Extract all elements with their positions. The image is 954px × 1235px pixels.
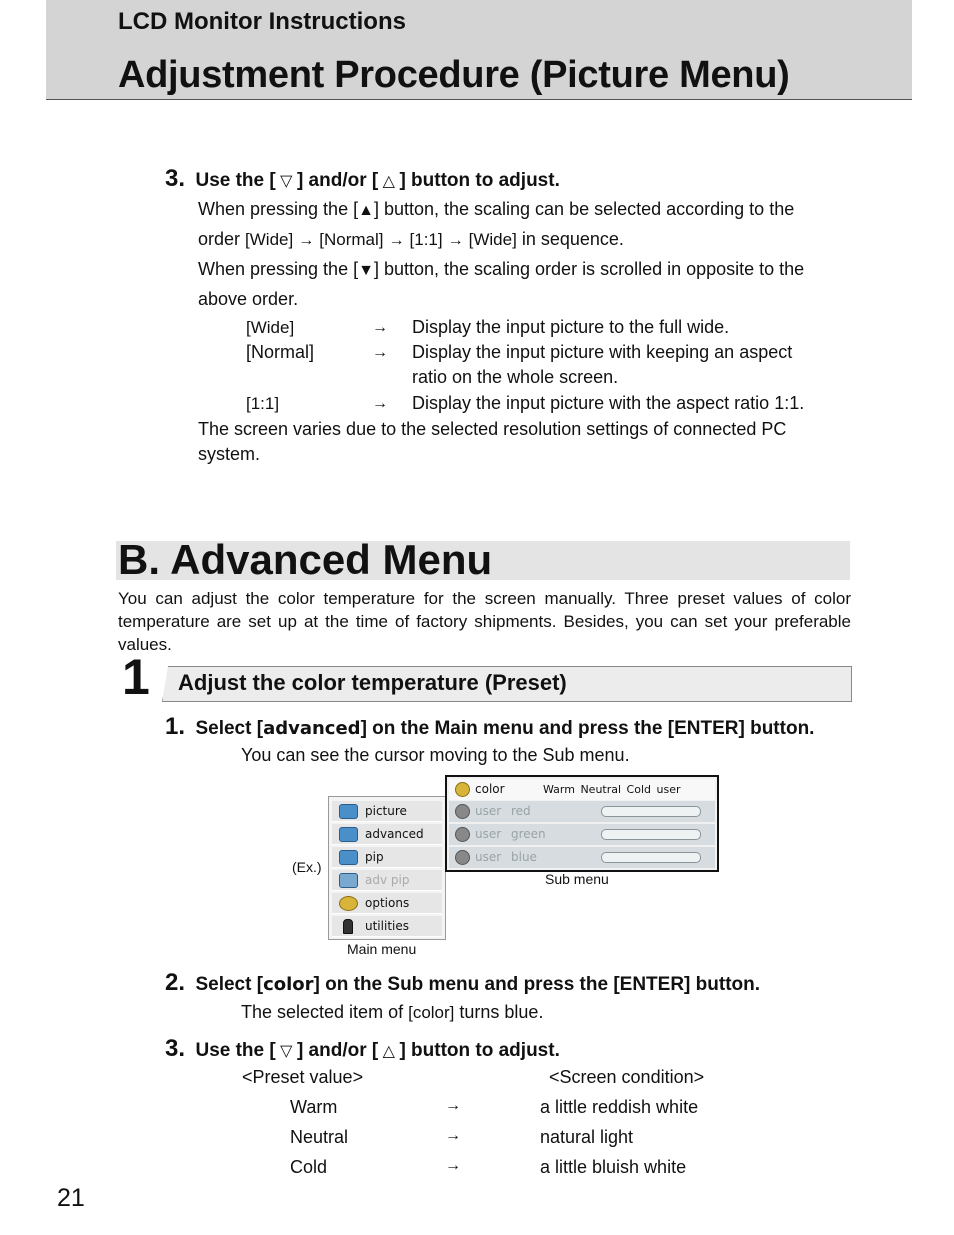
- step3a-paragraph1: [198, 195, 878, 314]
- step-number: 3.: [165, 1035, 186, 1062]
- down-button-icon: ▽: [280, 173, 293, 190]
- step2-desc: [241, 1002, 543, 1023]
- step-heading-post: ] button to adjust.: [399, 170, 560, 191]
- up-button-icon: △: [382, 173, 395, 190]
- slider-bar[interactable]: [601, 852, 701, 863]
- arrow-right-icon: →: [372, 395, 388, 412]
- up-button-icon: ▲: [358, 202, 374, 219]
- menu-label: color: [475, 782, 505, 796]
- step-heading-pre: Use the [: [195, 170, 276, 191]
- option-wide: [Wide]: [468, 230, 517, 249]
- option-normal: [Normal]: [319, 230, 384, 249]
- step-number: 1.: [165, 713, 186, 740]
- option-desc: Display the input picture to the full wide.: [412, 317, 730, 337]
- sub-menu-caption: Sub menu: [545, 871, 609, 887]
- arrow-right-icon: →: [372, 319, 388, 336]
- sub-menu-item-user-blue[interactable]: [449, 847, 715, 868]
- step-heading-mid: ] and/or [: [296, 1040, 379, 1061]
- option-wide: [Wide]: [245, 230, 294, 249]
- main-menu-item-pip[interactable]: [332, 847, 442, 868]
- color-icon: [455, 850, 470, 865]
- step-heading-post: ] on the Main menu and press the [ENTER] button.: [360, 718, 815, 739]
- menu-label: red: [511, 804, 531, 818]
- arrow-right-icon: →: [388, 232, 405, 249]
- menu-key: color: [263, 974, 314, 995]
- text: The selected item of: [241, 1002, 409, 1022]
- arrow-right-icon: →: [445, 1157, 461, 1174]
- down-button-icon: ▼: [358, 262, 374, 279]
- color-icon: [455, 804, 470, 819]
- table-row: [242, 1127, 842, 1157]
- text: ] button, the scaling can be selected according to the: [373, 199, 795, 219]
- adv-pip-icon: [339, 873, 358, 888]
- section-intro: You can adjust the color temperature for the screen manually. Three preset values of color temperature are set up at the time of factory shipments. Besides, you can set your preferable values.: [118, 589, 851, 654]
- step3a-heading: [165, 165, 560, 193]
- text: system.: [198, 444, 261, 464]
- menu-label: user: [475, 827, 502, 841]
- main-menu: [328, 796, 446, 940]
- menu-key: advanced: [263, 718, 361, 739]
- up-button-icon: △: [382, 1043, 395, 1060]
- main-menu-item-adv-pip[interactable]: [332, 870, 442, 891]
- step1-desc: You can see the cursor moving to the Sub menu.: [241, 745, 630, 765]
- step-heading-pre: Use the [: [195, 1040, 276, 1061]
- subsection-title: Adjust the color temperature (Preset): [178, 670, 567, 695]
- arrow-right-icon: →: [372, 344, 388, 361]
- sub-menu: [445, 775, 719, 872]
- screen-condition: natural light: [540, 1127, 634, 1147]
- step3a-note: [198, 417, 786, 467]
- preset-value: Warm: [290, 1097, 338, 1117]
- options-icon: [339, 896, 358, 911]
- utilities-icon: [343, 919, 353, 934]
- step1-heading: [165, 713, 814, 741]
- main-menu-item-advanced[interactable]: [332, 824, 442, 845]
- page-title: Adjustment Procedure (Picture Menu): [118, 54, 790, 96]
- option-key: [Normal]: [246, 342, 315, 362]
- option-desc: Display the input picture with keeping an aspect: [412, 342, 793, 362]
- step-number: 2.: [165, 969, 186, 996]
- step-heading-pre: Select [: [195, 974, 264, 995]
- column-header: <Preset value>: [242, 1067, 364, 1087]
- color-icon: [455, 782, 470, 797]
- advanced-icon: [339, 827, 358, 842]
- sub-menu-item-user-red[interactable]: [449, 801, 715, 822]
- text: above order.: [198, 289, 299, 309]
- preset-table-header: [242, 1067, 842, 1097]
- header-subtitle: LCD Monitor Instructions: [118, 8, 406, 35]
- menu-label: green: [511, 827, 546, 841]
- arrow-right-icon: →: [445, 1097, 461, 1114]
- menu-label: options: [365, 896, 410, 910]
- column-header: <Screen condition>: [549, 1067, 705, 1087]
- step-heading-pre: Select [: [195, 718, 264, 739]
- arrow-right-icon: →: [447, 232, 464, 249]
- step2-heading: [165, 969, 760, 997]
- page-number: 21: [57, 1184, 85, 1212]
- sub-menu-item-user-green[interactable]: [449, 824, 715, 845]
- preset-table: [242, 1067, 842, 1187]
- text: When pressing the [: [198, 259, 359, 279]
- arrow-right-icon: →: [445, 1127, 461, 1144]
- step-heading-post: ] on the Sub menu and press the [ENTER] button.: [313, 974, 761, 995]
- preset-value: Cold: [290, 1157, 328, 1177]
- slider-bar[interactable]: [601, 806, 701, 817]
- step-heading-post: ] button to adjust.: [399, 1040, 560, 1061]
- option-key: [Wide]: [246, 318, 295, 337]
- picture-icon: [339, 804, 358, 819]
- screen-condition: a little reddish white: [540, 1097, 699, 1117]
- main-menu-item-options[interactable]: [332, 893, 442, 914]
- option-key: [1:1]: [246, 394, 280, 413]
- option-desc: Display the input picture with the aspect ratio 1:1.: [412, 393, 805, 413]
- down-button-icon: ▽: [280, 1043, 293, 1060]
- main-menu-caption: Main menu: [347, 941, 417, 957]
- text: When pressing the [: [198, 199, 359, 219]
- example-label: (Ex.): [292, 859, 322, 875]
- main-menu-item-utilities[interactable]: [332, 916, 442, 937]
- color-icon: [455, 827, 470, 842]
- menu-label: user: [475, 850, 502, 864]
- option-1-1: [1:1]: [409, 230, 443, 249]
- menu-label: blue: [511, 850, 537, 864]
- main-menu-item-picture[interactable]: [332, 801, 442, 822]
- color-options: Warm Neutral Cold user: [543, 783, 681, 796]
- pip-icon: [339, 850, 358, 865]
- menu-label: picture: [365, 804, 407, 818]
- table-row: [242, 1097, 842, 1127]
- menu-label: utilities: [365, 919, 409, 933]
- menu-key: [color]: [408, 1003, 455, 1022]
- text: in sequence.: [516, 229, 624, 249]
- step-heading-mid: ] and/or [: [296, 170, 379, 191]
- slider-bar[interactable]: [601, 829, 701, 840]
- menu-label: advanced: [365, 827, 424, 841]
- arrow-right-icon: →: [298, 232, 315, 249]
- subsection-number: 1: [122, 649, 150, 705]
- text: turns blue.: [454, 1002, 544, 1022]
- section-title: B. Advanced Menu: [118, 536, 493, 583]
- preset-value: Neutral: [290, 1127, 349, 1147]
- table-row: [242, 1157, 842, 1187]
- option-desc: ratio on the whole screen.: [412, 367, 619, 387]
- text: ] button, the scaling order is scrolled in opposite to the: [373, 259, 805, 279]
- text: The screen varies due to the selected resolution settings of connected PC: [198, 419, 787, 439]
- step3b-heading: [165, 1035, 560, 1063]
- menu-label: adv pip: [365, 873, 410, 887]
- menu-label: pip: [365, 850, 384, 864]
- menu-label: user: [475, 804, 502, 818]
- screen-condition: a little bluish white: [540, 1157, 687, 1177]
- sub-menu-item-color[interactable]: [449, 779, 715, 800]
- text: order: [198, 229, 246, 249]
- step-number: 3.: [165, 165, 186, 192]
